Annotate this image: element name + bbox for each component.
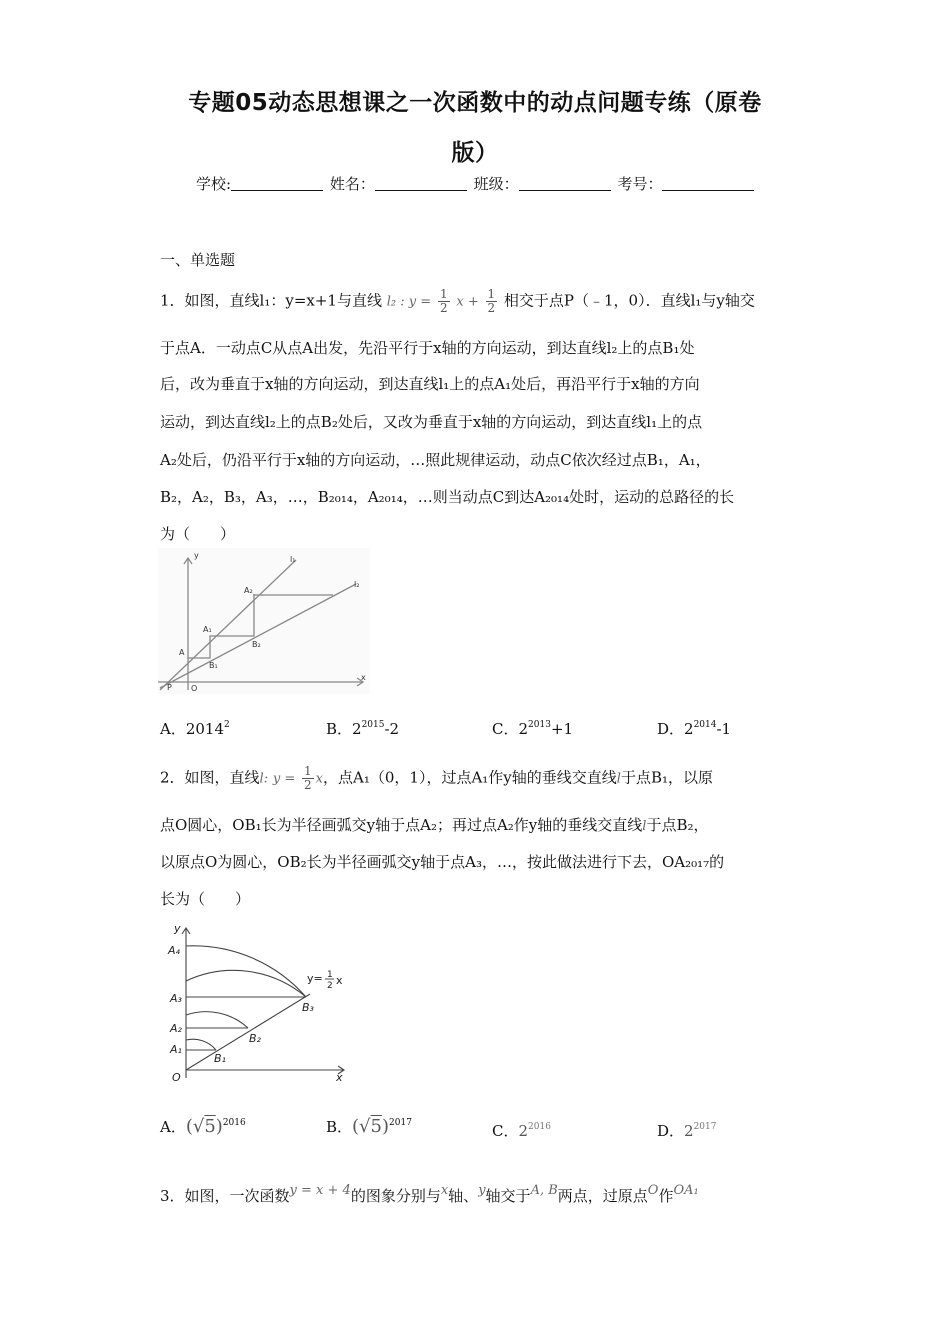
fig2-label-A3: A₃ <box>170 992 182 1005</box>
q2-option-b[interactable]: B．$(√5)^{2017}$ <box>326 1116 412 1137</box>
q1-line-1: 1．如图，直线l₁：y=x+1与直线 l₂ : y = $\frac{1}{2}$ x + $\frac{1}{2}$ 相交于点P（﹣1，0）．直线l₁与y轴交 <box>160 287 755 315</box>
student-info-row <box>196 173 756 194</box>
q2-figure <box>160 918 356 1092</box>
q1-option-d[interactable]: D．$2^{2014}-1$ <box>657 720 732 738</box>
fig1-label-A1: A₁ <box>203 625 212 634</box>
class-blank[interactable] <box>519 176 611 191</box>
q1-line-5: A₂处后，仍沿平行于x轴的方向运动，…照此规律运动，动点C依次经过点B₁，A₁， <box>160 451 711 469</box>
q3-line-1: 3．如图，一次函数y = x + 4的图象分别与x轴、y轴交于A, B两点，过原点O作OA₁ <box>160 1183 699 1205</box>
fig2-label-x: x <box>336 1071 343 1084</box>
fraction: $\frac{1}{2}$ <box>304 764 312 792</box>
fig1-label-A2: A₂ <box>244 586 253 595</box>
number-label: 考号： <box>617 175 663 193</box>
fig2-label-y: y <box>174 922 181 935</box>
number-blank[interactable] <box>662 176 754 191</box>
fig1-label-x: x <box>361 673 366 682</box>
fig2-label-eq-n: 1 <box>327 970 333 980</box>
fig1-label-P: P <box>167 683 172 692</box>
fig1-label-l2: l₂ <box>354 580 360 589</box>
name-blank[interactable] <box>375 176 467 191</box>
q1-figure <box>158 548 370 694</box>
q2-option-d[interactable]: D．$2^{2017}$ <box>657 1122 717 1140</box>
fig2-label-eq: y= <box>307 972 323 985</box>
q2-line-4: 长为（ ） <box>160 890 251 908</box>
q1-line-2: 于点A．一动点C从点A出发，先沿平行于x轴的方向运动，到达直线l₂上的点B₁处 <box>160 339 695 357</box>
fig2-label-O: O <box>172 1071 181 1084</box>
fig1-label-B2: B₂ <box>252 640 261 649</box>
fig2-label-B2: B₂ <box>249 1032 261 1045</box>
school-blank[interactable] <box>231 176 323 191</box>
fig1-label-l1: l₁ <box>290 555 296 564</box>
q1-line-6: B₂，A₂，B₃，A₃，…，B₂₀₁₄，A₂₀₁₄，…则当动点C到达A₂₀₁₄处时，运动的总路径的长 <box>160 488 735 506</box>
q1-option-a[interactable]: A．2014$^2$ <box>160 720 230 738</box>
q2-option-c[interactable]: C．$2^{2016}$ <box>492 1122 551 1140</box>
q1-line-3: 后，改为垂直于x轴的方向运动，到达直线l₁上的点A₁处后，再沿平行于x轴的方向 <box>160 375 700 393</box>
q2-line-3: 以原点O为圆心，OB₂长为半径画弧交y轴于点A₃，…，按此做法进行下去，OA₂₀₁₇的 <box>160 853 725 871</box>
section-heading: 一、单选题 <box>160 251 236 269</box>
fig2-label-A2: A₂ <box>170 1022 182 1035</box>
fig1-label-A: A <box>179 648 185 657</box>
fig2-label-A1: A₁ <box>170 1043 182 1056</box>
school-label: 学校: <box>196 175 232 193</box>
class-label: 班级： <box>473 175 519 193</box>
fraction: $\frac{1}{2}$ <box>439 287 448 315</box>
fig1-label-B1: B₁ <box>209 661 218 670</box>
fig2-label-eq-d: 2 <box>327 981 333 991</box>
fig2-label-B3: B₃ <box>302 1001 314 1014</box>
fraction: $\frac{1}{2}$ <box>487 287 496 315</box>
fig1-label-O: O <box>191 684 198 693</box>
q1-option-c[interactable]: C．$2^{2013}+1$ <box>492 720 574 738</box>
q1-line-7: 为（ ） <box>160 525 236 543</box>
fig2-label-A4: A₄ <box>168 944 180 957</box>
q2-option-a[interactable]: A．$(√5)^{2016}$ <box>160 1116 246 1137</box>
line-l <box>186 994 310 1070</box>
fig2-label-eq-x: x <box>336 974 343 987</box>
fig2-label-B1: B₁ <box>214 1052 226 1065</box>
page-title: 专题05动态思想课之一次函数中的动点问题专练（原卷 <box>188 90 762 116</box>
name-label: 姓名： <box>329 175 375 193</box>
q1-line-4: 运动，到达直线l₂上的点B₂处后，又改为垂直于x轴的方向运动，到达直线l₁上的点 <box>160 413 703 431</box>
fig1-label-y: y <box>194 551 199 560</box>
q1-option-b[interactable]: B．$2^{2015}-2$ <box>326 720 400 738</box>
q2-line-1: 2．如图，直线l: y = $\frac{1}{2}$ x，点A₁（0，1），过点A₁作y轴的垂线交直线l于点B₁，以原 <box>160 764 713 792</box>
q2-line-2: 点O圆心，OB₁长为半径画弧交y轴于点A₂；再过点A₂作y轴的垂线交直线l于点B₂， <box>160 816 709 834</box>
page-title-continued: 版） <box>451 140 499 166</box>
